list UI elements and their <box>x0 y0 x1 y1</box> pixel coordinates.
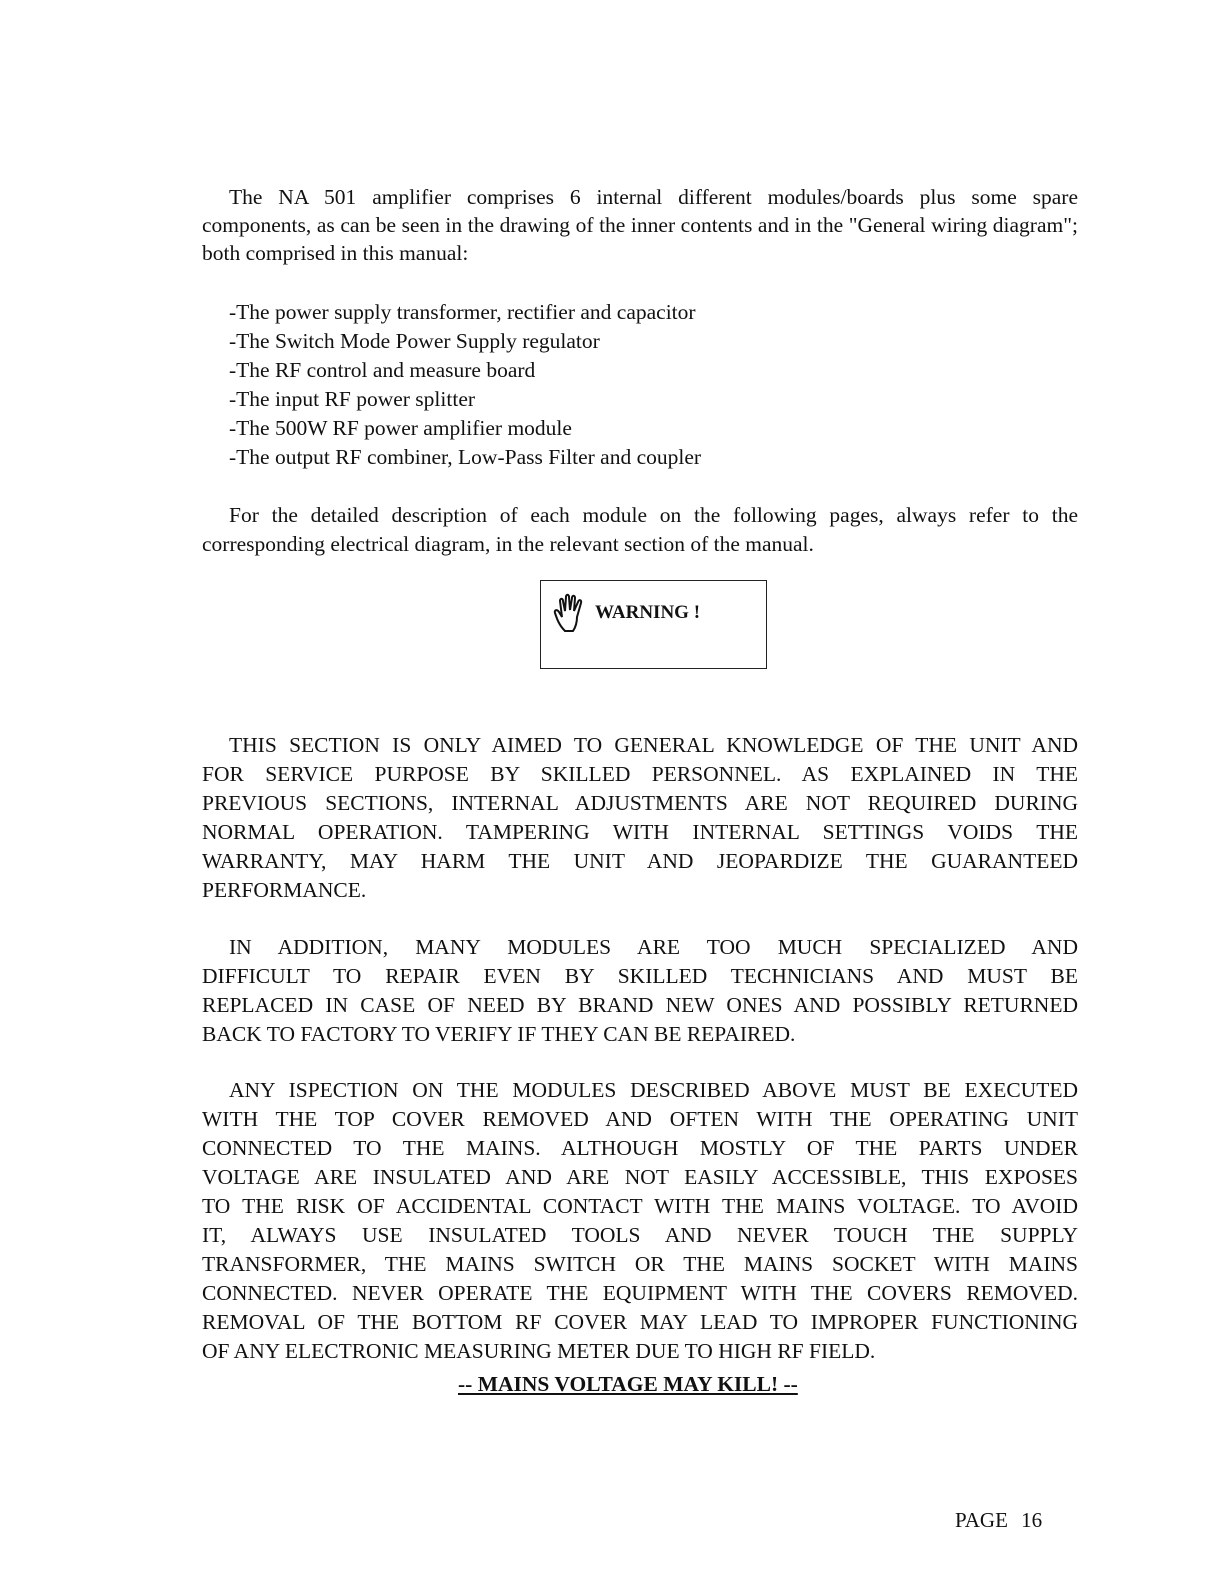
text-line: TRANSFORMER, THE MAINS SWITCH OR THE MAINS SOCKET WITH MAINS <box>202 1252 1078 1276</box>
intro-paragraph <box>202 183 1078 267</box>
text-line: REMOVAL OF THE BOTTOM RF COVER MAY LEAD TO IMPROPER FUNCTIONING <box>202 1310 1078 1334</box>
list-item: -The output RF combiner, Low-Pass Filter and coupler <box>229 445 702 469</box>
warning-paragraph-general <box>202 731 1078 905</box>
warning-paragraph-inspection <box>202 1076 1078 1366</box>
text-line: The NA 501 amplifier comprises 6 internal different modules/boards plus some spare <box>229 185 1078 209</box>
text-line: corresponding electrical diagram, in the relevant section of the manual. <box>202 532 814 556</box>
text-line: PREVIOUS SECTIONS, INTERNAL ADJUSTMENTS ARE NOT REQUIRED DURING <box>202 791 1078 815</box>
list-item: -The Switch Mode Power Supply regulator <box>229 329 600 353</box>
text-line: WARRANTY, MAY HARM THE UNIT AND JEOPARDIZE THE GUARANTEED <box>202 849 1078 873</box>
stop-hand-icon <box>553 593 593 633</box>
list-item: -The input RF power splitter <box>229 387 476 411</box>
text-line: both comprised in this manual: <box>202 241 469 265</box>
text-line: DIFFICULT TO REPAIR EVEN BY SKILLED TECHNICIANS AND MUST BE <box>202 964 1078 988</box>
mains-voltage-warning: -- MAINS VOLTAGE MAY KILL! -- <box>458 1372 798 1396</box>
text-line: NORMAL OPERATION. TAMPERING WITH INTERNAL SETTINGS VOIDS THE <box>202 820 1078 844</box>
list-item: -The 500W RF power amplifier module <box>229 416 572 440</box>
text-line: IN ADDITION, MANY MODULES ARE TOO MUCH SPECIALIZED AND <box>229 935 1078 959</box>
text-line: FOR SERVICE PURPOSE BY SKILLED PERSONNEL. AS EXPLAINED IN THE <box>202 762 1078 786</box>
text-line: OF ANY ELECTRONIC MEASURING METER DUE TO HIGH RF FIELD. <box>202 1339 876 1363</box>
text-line: CONNECTED TO THE MAINS. ALTHOUGH MOSTLY OF THE PARTS UNDER <box>202 1136 1078 1160</box>
text-line: For the detailed description of each module on the following pages, always refer to the <box>229 503 1078 527</box>
text-line: VOLTAGE ARE INSULATED AND ARE NOT EASILY ACCESSIBLE, THIS EXPOSES <box>202 1165 1078 1189</box>
text-line: components, as can be seen in the drawing of the inner contents and in the "General wiring diagram"; <box>202 213 1078 237</box>
text-line: CONNECTED. NEVER OPERATE THE EQUIPMENT WITH THE COVERS REMOVED. <box>202 1281 1078 1305</box>
text-line: BACK TO FACTORY TO VERIFY IF THEY CAN BE REPAIRED. <box>202 1022 796 1046</box>
text-line: WITH THE TOP COVER REMOVED AND OFTEN WITH THE OPERATING UNIT <box>202 1107 1078 1131</box>
warning-box <box>540 580 767 669</box>
description-note-paragraph <box>202 501 1078 559</box>
text-line: THIS SECTION IS ONLY AIMED TO GENERAL KNOWLEDGE OF THE UNIT AND <box>229 733 1078 757</box>
list-item: -The RF control and measure board <box>229 358 536 382</box>
text-line: ANY ISPECTION ON THE MODULES DESCRIBED ABOVE MUST BE EXECUTED <box>229 1078 1078 1102</box>
page-number: PAGE 16 <box>955 1508 1043 1532</box>
text-line: PERFORMANCE. <box>202 878 367 902</box>
list-item: -The power supply transformer, rectifier and capacitor <box>229 300 696 324</box>
warning-paragraph-repair <box>202 933 1078 1049</box>
text-line: TO THE RISK OF ACCIDENTAL CONTACT WITH THE MAINS VOLTAGE. TO AVOID <box>202 1194 1078 1218</box>
text-line: REPLACED IN CASE OF NEED BY BRAND NEW ONES AND POSSIBLY RETURNED <box>202 993 1078 1017</box>
text-line: IT, ALWAYS USE INSULATED TOOLS AND NEVER TOUCH THE SUPPLY <box>202 1223 1078 1247</box>
warning-label: WARNING ! <box>595 602 701 623</box>
modules-list <box>202 298 1078 472</box>
